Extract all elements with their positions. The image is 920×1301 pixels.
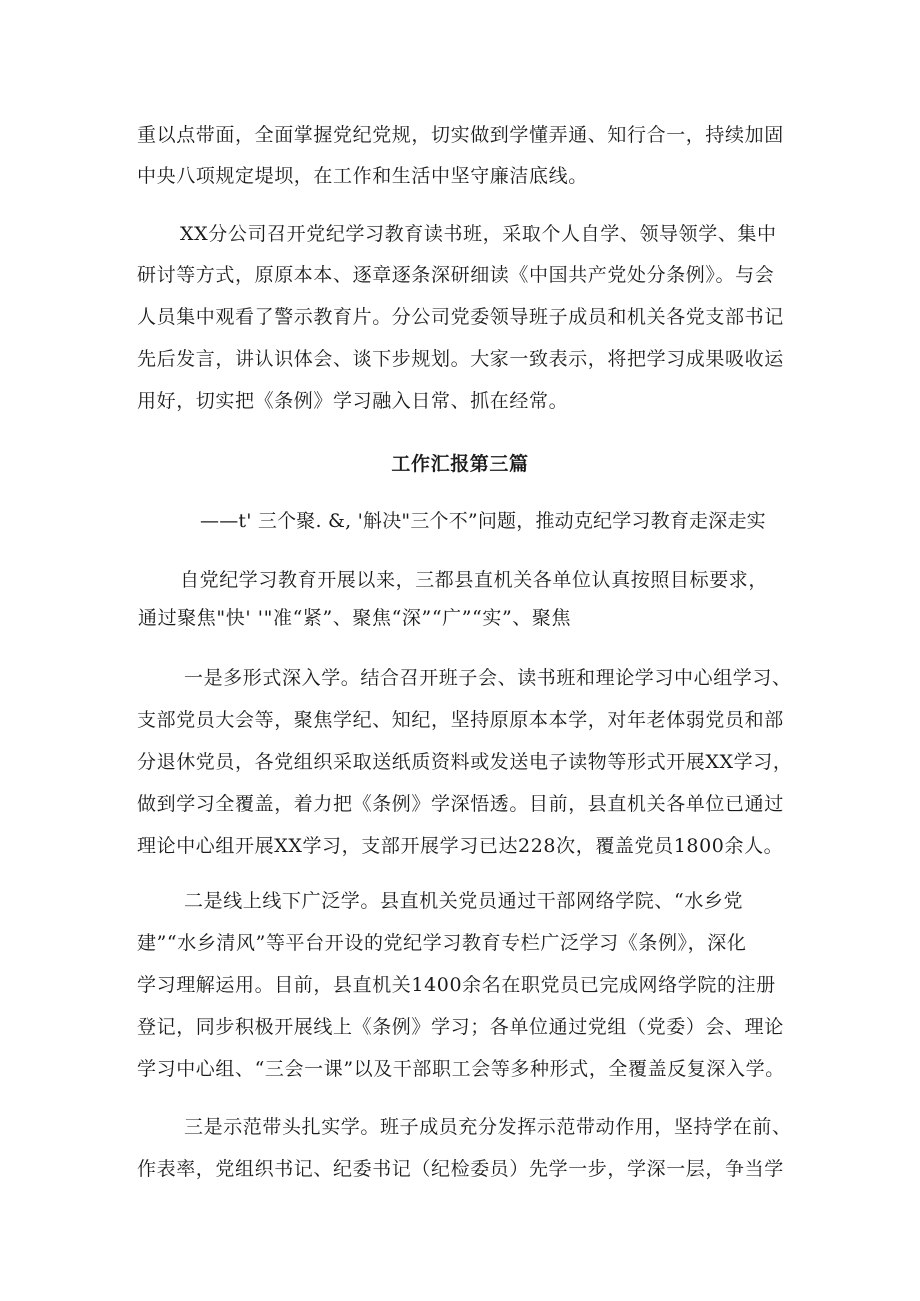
paragraph-4-line-4: 做到学习全覆盖，着力把《条例》学深悟透。目前，县直机关各单位已通过 bbox=[137, 793, 784, 815]
paragraph-3-line-2: 通过聚焦"快' '"准“紧”、聚焦“深”“广”“实”、聚焦 bbox=[138, 607, 572, 629]
paragraph-2-line-2: 研讨等方式，原原本本、逐章逐条深研细读《中国共产党处分条例》。与会 bbox=[137, 264, 775, 286]
paragraph-6-line-1: 三是示范带头扎实学。班子成员充分发挥示范带动作用，坚持学在前、 bbox=[184, 1116, 792, 1138]
paragraph-6-line-2: 作表率，党组织书记、纪委书记（纪检委员）先学一步，学深一层，争当学 bbox=[137, 1158, 784, 1180]
paragraph-4-line-2: 支部党员大会等，聚焦学纪、知纪，坚持原原本本学，对年老体弱党员和部 bbox=[137, 709, 784, 731]
paragraph-5-line-1: 二是线上线下广泛学。县直机关党员通过干部网络学院、“水乡党 bbox=[184, 890, 744, 912]
paragraph-5-line-5: 学习中心组、“三会一课”以及干部职工会等多种形式，全覆盖反复深入学。 bbox=[137, 1058, 785, 1080]
paragraph-1-line-1: 重以点带面，全面掌握党纪党规，切实做到学懂弄通、知行合一，持续加固 bbox=[137, 124, 784, 146]
paragraph-5-line-3: 学习理解运用。目前，县直机关1400余名在职党员已完成网络学院的注册 bbox=[137, 974, 776, 996]
section-heading: 工作汇报第三篇 bbox=[391, 453, 529, 475]
section-subtitle: ——t' 三个聚. &, '斛决"三个不”问题，推动克纪学习教育走深走实 bbox=[200, 510, 766, 532]
paragraph-2-line-5: 用好，切实把《条例》学习融入日常、抓在经常。 bbox=[137, 390, 569, 412]
paragraph-4-line-3: 分退休党员，各党组织采取送纸质资料或发送电子读物等形式开展XX学习， bbox=[137, 751, 793, 773]
paragraph-3-line-1: 自党纪学习教育开展以来，三都县直机关各单位认真按照目标要求， bbox=[180, 569, 769, 591]
paragraph-2-line-3: 人员集中观看了警示教育片。分公司党委领导班子成员和机关各党支部书记 bbox=[137, 306, 784, 328]
paragraph-5-line-4: 登记，同步积极开展线上《条例》学习；各单位通过党组（党委）会、理论 bbox=[137, 1016, 784, 1038]
paragraph-4-line-1: 一是多形式深入学。结合召开班子会、读书班和理论学习中心组学习、 bbox=[184, 667, 792, 689]
paragraph-2-line-4: 先后发言，讲认识体会、谈下步规划。大家一致表示，将把学习成果吸收运 bbox=[137, 348, 784, 370]
paragraph-2-line-1: XX分公司召开党纪学习教育读书班，采取个人自学、领导领学、集中 bbox=[180, 223, 777, 245]
paragraph-4-line-5: 理论中心组开展XX学习，支部开展学习已达228次，覆盖党员1800余人。 bbox=[137, 835, 784, 857]
paragraph-5-line-2: 建”“水乡清风”等平台开设的党纪学习教育专栏广泛学习《条例》，深化 bbox=[137, 932, 747, 954]
paragraph-1-line-2: 中央八项规定堤坝，在工作和生活中坚守廉洁底线。 bbox=[137, 165, 588, 187]
